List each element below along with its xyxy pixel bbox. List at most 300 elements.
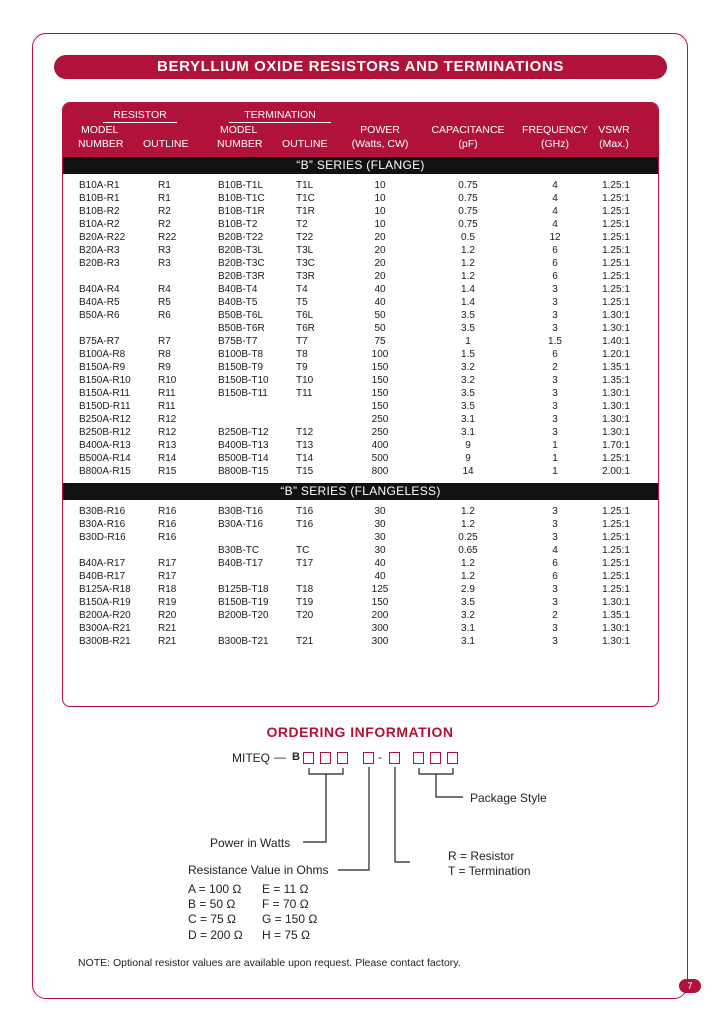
cell-resistor-model: B10A-R2	[79, 219, 120, 230]
cell-vswr: 1.25:1	[602, 245, 630, 256]
code-g: G = 150 Ω	[262, 912, 318, 926]
cell-vswr: 1.25:1	[602, 545, 630, 556]
header-resistor-outline: OUTLINE	[143, 138, 189, 150]
cell-vswr: 1.30:1	[602, 636, 630, 647]
cell-power: 10	[374, 193, 386, 204]
cell-frequency: 4	[552, 545, 558, 556]
cell-power: 30	[374, 532, 386, 543]
cell-capacitance: 3.2	[461, 375, 475, 386]
cell-power: 40	[374, 297, 386, 308]
cell-termination-outline: T16	[296, 519, 314, 530]
cell-termination-outline: T10	[296, 375, 314, 386]
code-h: H = 75 Ω	[262, 928, 310, 942]
cell-termination-outline: T9	[296, 362, 308, 373]
cell-vswr: 1.40:1	[602, 336, 630, 347]
cell-termination-outline: T3R	[296, 271, 315, 282]
cell-resistor-model: B150A-R11	[79, 388, 130, 399]
cell-termination-model: B150B-T9	[218, 362, 264, 373]
cell-resistor-model: B40A-R5	[79, 297, 120, 308]
cell-termination-outline: T20	[296, 610, 314, 621]
cell-termination-outline: T6L	[296, 310, 314, 321]
cell-power: 10	[374, 219, 386, 230]
cell-resistor-outline: R12	[158, 427, 177, 438]
cell-termination-model: B40B-T5	[218, 297, 258, 308]
cell-frequency: 3	[552, 519, 558, 530]
cell-termination-model: B100B-T8	[218, 349, 264, 360]
cell-frequency: 4	[552, 206, 558, 217]
cell-frequency: 3	[552, 584, 558, 595]
header-vswr-unit: (Max.)	[599, 138, 629, 150]
cell-capacitance: 0.75	[458, 180, 478, 191]
code-f: F = 70 Ω	[262, 897, 309, 911]
cell-frequency: 6	[552, 258, 558, 269]
cell-termination-model: B20B-T3R	[218, 271, 265, 282]
order-dash-2: -	[378, 750, 382, 764]
ordering-title: ORDERING INFORMATION	[266, 724, 454, 740]
page-title: BERYLLIUM OXIDE RESISTORS AND TERMINATIONS	[54, 55, 667, 79]
cell-termination-model: B10B-T1C	[218, 193, 265, 204]
code-e: E = 11 Ω	[262, 882, 309, 896]
cell-resistor-outline: R16	[158, 506, 177, 517]
cell-termination-model: B500B-T14	[218, 453, 269, 464]
cell-resistor-outline: R11	[158, 388, 176, 399]
header-resistor-model: MODEL	[81, 124, 119, 136]
cell-resistor-model: B40A-R4	[79, 284, 120, 295]
cell-capacitance: 0.5	[461, 232, 475, 243]
cell-resistor-model: B250B-R12	[79, 427, 131, 438]
cell-power: 10	[374, 206, 386, 217]
cell-resistor-model: B300A-R21	[79, 623, 131, 634]
cell-frequency: 3	[552, 597, 558, 608]
cell-power: 300	[371, 623, 389, 634]
cell-termination-outline: T2	[296, 219, 308, 230]
cell-resistor-outline: R16	[158, 519, 177, 530]
cell-vswr: 1.20:1	[602, 349, 630, 360]
cell-frequency: 3	[552, 427, 558, 438]
cell-termination-model: B10B-T1R	[218, 206, 265, 217]
cell-termination-model: B10B-T1L	[218, 180, 264, 191]
cell-resistor-model: B10B-R2	[79, 206, 120, 217]
cell-power: 20	[374, 258, 386, 269]
footnote: NOTE: Optional resistor values are available upon request. Please contact factory.	[78, 957, 461, 969]
cell-power: 150	[371, 597, 389, 608]
power-bracket	[309, 768, 343, 774]
cell-capacitance: 1.5	[461, 349, 475, 360]
cell-resistor-model: B400A-R13	[79, 440, 131, 451]
resistance-leader	[338, 767, 369, 870]
cell-resistor-model: B200A-R20	[79, 610, 131, 621]
cell-resistor-model: B40A-R17	[79, 558, 126, 569]
cell-capacitance: 3.5	[461, 401, 475, 412]
header-power-unit: (Watts, CW)	[351, 138, 409, 150]
resistance-label: Resistance Value in Ohms	[188, 863, 329, 877]
header-frequency: FREQUENCY	[522, 124, 588, 136]
termination-code-label: T = Termination	[448, 864, 531, 878]
cell-resistor-model: B20A-R22	[79, 232, 126, 243]
cell-frequency: 3	[552, 375, 558, 386]
cell-vswr: 2.00:1	[602, 466, 630, 477]
cell-termination-model: B150B-T10	[218, 375, 269, 386]
cell-vswr: 1.25:1	[602, 206, 630, 217]
cell-resistor-outline: R5	[158, 297, 171, 308]
cell-capacitance: 0.75	[458, 219, 478, 230]
cell-power: 40	[374, 571, 386, 582]
cell-termination-outline: T19	[296, 597, 314, 608]
cell-capacitance: 1.2	[461, 558, 475, 569]
cell-power: 50	[374, 310, 386, 321]
cell-power: 150	[371, 401, 389, 412]
cell-resistor-outline: R8	[158, 349, 171, 360]
cell-capacitance: 0.75	[458, 206, 478, 217]
cell-frequency: 3	[552, 506, 558, 517]
package-bracket	[419, 768, 453, 774]
header-frequency-unit: (GHz)	[541, 138, 569, 150]
cell-capacitance: 3.5	[461, 597, 475, 608]
cell-frequency: 4	[552, 193, 558, 204]
cell-resistor-outline: R16	[158, 532, 177, 543]
cell-capacitance: 9	[465, 440, 471, 451]
cell-frequency: 3	[552, 623, 558, 634]
cell-frequency: 12	[549, 232, 561, 243]
cell-capacitance: 3.1	[461, 427, 475, 438]
header-capacitance-unit: (pF)	[458, 138, 478, 150]
cell-frequency: 2	[552, 610, 558, 621]
cell-termination-model: B30B-T16	[218, 506, 264, 517]
cell-termination-model: B400B-T13	[218, 440, 269, 451]
cell-termination-outline: TC	[296, 545, 310, 556]
cell-termination-outline: T7	[296, 336, 308, 347]
section-title-flangeless: “B” SERIES (FLANGELESS)	[63, 483, 658, 500]
cell-termination-model: B75B-T7	[218, 336, 258, 347]
cell-frequency: 6	[552, 245, 558, 256]
cell-resistor-model: B10B-R1	[79, 193, 120, 204]
cell-power: 250	[371, 427, 389, 438]
cell-frequency: 4	[552, 219, 558, 230]
cell-resistor-outline: R21	[158, 623, 177, 634]
cell-capacitance: 1.4	[461, 284, 475, 295]
cell-vswr: 1.25:1	[602, 558, 630, 569]
cell-power: 800	[371, 466, 389, 477]
cell-frequency: 1.5	[548, 336, 562, 347]
header-power: POWER	[360, 124, 400, 136]
cell-resistor-outline: R14	[158, 453, 177, 464]
cell-resistor-model: B500A-R14	[79, 453, 131, 464]
cell-power: 10	[374, 180, 386, 191]
cell-capacitance: 14	[462, 466, 474, 477]
cell-power: 20	[374, 245, 386, 256]
cell-capacitance: 1	[465, 336, 471, 347]
cell-power: 250	[371, 414, 389, 425]
cell-frequency: 6	[552, 558, 558, 569]
cell-resistor-model: B30A-R16	[79, 519, 126, 530]
header-capacitance: CAPACITANCE	[431, 124, 505, 136]
section-title-flange: “B” SERIES (FLANGE)	[63, 157, 658, 174]
cell-resistor-outline: R1	[158, 193, 171, 204]
cell-termination-outline: T3C	[296, 258, 315, 269]
cell-termination-outline: T22	[296, 232, 314, 243]
power-label: Power in Watts	[210, 836, 291, 850]
header-vswr: VSWR	[598, 124, 630, 136]
cell-vswr: 1.30:1	[602, 427, 630, 438]
cell-power: 50	[374, 323, 386, 334]
cell-resistor-model: B250A-R12	[79, 414, 131, 425]
cell-power: 200	[371, 610, 389, 621]
cell-resistor-outline: R11	[158, 401, 176, 412]
cell-vswr: 1.25:1	[602, 284, 630, 295]
cell-frequency: 6	[552, 349, 558, 360]
cell-termination-model: B20B-T3C	[218, 258, 265, 269]
cell-capacitance: 3.2	[461, 362, 475, 373]
cell-vswr: 1.30:1	[602, 310, 630, 321]
cell-termination-model: B10B-T2	[218, 219, 258, 230]
cell-termination-outline: T4	[296, 284, 308, 295]
cell-frequency: 1	[552, 466, 558, 477]
cell-vswr: 1.25:1	[602, 571, 630, 582]
cell-resistor-model: B150D-R11	[79, 401, 131, 412]
cell-termination-outline: T15	[296, 466, 314, 477]
cell-resistor-outline: R13	[158, 440, 177, 451]
cell-frequency: 3	[552, 401, 558, 412]
cell-frequency: 3	[552, 310, 558, 321]
cell-resistor-model: B50A-R6	[79, 310, 120, 321]
cell-termination-outline: T1C	[296, 193, 315, 204]
cell-power: 150	[371, 362, 389, 373]
code-b: B = 50 Ω	[188, 897, 236, 911]
page-number: 7	[679, 979, 701, 993]
cell-resistor-model: B75A-R7	[79, 336, 120, 347]
cell-resistor-model: B40B-R17	[79, 571, 126, 582]
cell-termination-outline: T21	[296, 636, 314, 647]
cell-frequency: 1	[552, 440, 558, 451]
cell-capacitance: 3.1	[461, 414, 475, 425]
cell-frequency: 4	[552, 180, 558, 191]
code-a: A = 100 Ω	[188, 882, 242, 896]
cell-frequency: 3	[552, 532, 558, 543]
cell-resistor-model: B150A-R9	[79, 362, 126, 373]
cell-resistor-outline: R3	[158, 258, 171, 269]
cell-frequency: 3	[552, 284, 558, 295]
cell-vswr: 1.35:1	[602, 375, 630, 386]
order-prefix: MITEQ	[232, 751, 270, 765]
cell-vswr: 1.25:1	[602, 506, 630, 517]
cell-resistor-outline: R10	[158, 375, 177, 386]
cell-power: 400	[371, 440, 389, 451]
power-leader	[303, 774, 326, 842]
cell-termination-outline: T1R	[296, 206, 315, 217]
header-termination-group: TERMINATION	[229, 108, 331, 123]
cell-vswr: 1.25:1	[602, 271, 630, 282]
cell-capacitance: 3.1	[461, 623, 475, 634]
cell-termination-model: B250B-T12	[218, 427, 269, 438]
cell-resistor-model: B30B-R16	[79, 506, 126, 517]
cell-termination-model: B30B-TC	[218, 545, 260, 556]
cell-resistor-model: B800A-R15	[79, 466, 131, 477]
cell-vswr: 1.70:1	[602, 440, 630, 451]
cell-termination-model: B125B-T18	[218, 584, 269, 595]
cell-vswr: 1.25:1	[602, 584, 630, 595]
cell-resistor-model: B20B-R3	[79, 258, 120, 269]
cell-power: 20	[374, 271, 386, 282]
cell-termination-model: B800B-T15	[218, 466, 269, 477]
cell-vswr: 1.25:1	[602, 519, 630, 530]
cell-termination-outline: T13	[296, 440, 314, 451]
cell-vswr: 1.35:1	[602, 610, 630, 621]
cell-frequency: 1	[552, 453, 558, 464]
cell-termination-outline: T14	[296, 453, 314, 464]
cell-resistor-model: B150A-R10	[79, 375, 131, 386]
cell-termination-outline: T18	[296, 584, 314, 595]
cell-resistor-model: B150A-R19	[79, 597, 131, 608]
header-termination-number: NUMBER	[217, 138, 263, 150]
code-c: C = 75 Ω	[188, 912, 236, 926]
cell-power: 30	[374, 506, 386, 517]
cell-resistor-outline: R20	[158, 610, 177, 621]
cell-capacitance: 3.2	[461, 610, 475, 621]
cell-resistor-outline: R7	[158, 336, 171, 347]
cell-resistor-outline: R4	[158, 284, 171, 295]
resistor-code-label: R = Resistor	[448, 849, 515, 863]
cell-resistor-outline: R9	[158, 362, 171, 373]
cell-resistor-outline: R19	[158, 597, 177, 608]
cell-resistor-model: B100A-R8	[79, 349, 126, 360]
order-series-letter: B	[292, 751, 300, 763]
header-resistor-group: RESISTOR	[103, 108, 177, 123]
cell-capacitance: 1.2	[461, 271, 475, 282]
cell-vswr: 1.25:1	[602, 297, 630, 308]
cell-power: 150	[371, 375, 389, 386]
package-leader	[436, 774, 463, 797]
cell-capacitance: 2.9	[461, 584, 475, 595]
cell-power: 500	[371, 453, 389, 464]
cell-power: 150	[371, 388, 389, 399]
cell-termination-model: B50B-T6L	[218, 310, 264, 321]
cell-termination-model: B150B-T11	[218, 388, 268, 399]
cell-resistor-outline: R1	[158, 180, 171, 191]
cell-power: 40	[374, 558, 386, 569]
cell-capacitance: 0.75	[458, 193, 478, 204]
cell-capacitance: 0.65	[458, 545, 478, 556]
cell-capacitance: 1.2	[461, 571, 475, 582]
cell-termination-model: B50B-T6R	[218, 323, 265, 334]
cell-power: 75	[374, 336, 386, 347]
cell-resistor-outline: R15	[158, 466, 177, 477]
cell-capacitance: 1.2	[461, 245, 475, 256]
cell-vswr: 1.30:1	[602, 388, 630, 399]
cell-vswr: 1.25:1	[602, 219, 630, 230]
cell-termination-outline: T16	[296, 506, 314, 517]
cell-resistor-outline: R17	[158, 558, 177, 569]
cell-vswr: 1.35:1	[602, 362, 630, 373]
cell-frequency: 3	[552, 297, 558, 308]
cell-vswr: 1.25:1	[602, 180, 630, 191]
cell-vswr: 1.25:1	[602, 532, 630, 543]
cell-termination-model: B20B-T3L	[218, 245, 264, 256]
order-dash: —	[274, 750, 286, 764]
cell-termination-outline: T12	[296, 427, 314, 438]
header-resistor-number: NUMBER	[78, 138, 124, 150]
package-style-label: Package Style	[470, 791, 547, 805]
header-termination-outline: OUTLINE	[282, 138, 328, 150]
cell-capacitance: 1.2	[461, 258, 475, 269]
cell-resistor-outline: R12	[158, 414, 177, 425]
cell-resistor-model: B300B-R21	[79, 636, 131, 647]
cell-capacitance: 1.2	[461, 519, 475, 530]
cell-resistor-outline: R22	[158, 232, 177, 243]
cell-frequency: 6	[552, 571, 558, 582]
cell-vswr: 1.30:1	[602, 623, 630, 634]
cell-termination-model: B20B-T22	[218, 232, 264, 243]
cell-resistor-model: B125A-R18	[79, 584, 131, 595]
cell-termination-outline: T17	[296, 558, 314, 569]
cell-frequency: 3	[552, 414, 558, 425]
cell-capacitance: 0.25	[458, 532, 478, 543]
cell-resistor-outline: R18	[158, 584, 177, 595]
cell-vswr: 1.25:1	[602, 193, 630, 204]
cell-capacitance: 1.2	[461, 506, 475, 517]
cell-resistor-outline: R21	[158, 636, 177, 647]
cell-resistor-model: B20A-R3	[79, 245, 120, 256]
cell-frequency: 6	[552, 271, 558, 282]
cell-vswr: 1.30:1	[602, 597, 630, 608]
cell-capacitance: 3.5	[461, 323, 475, 334]
cell-vswr: 1.30:1	[602, 323, 630, 334]
cell-resistor-outline: R2	[158, 206, 171, 217]
cell-frequency: 3	[552, 323, 558, 334]
cell-capacitance: 9	[465, 453, 471, 464]
cell-power: 20	[374, 232, 386, 243]
cell-resistor-model: B10A-R1	[79, 180, 120, 191]
cell-resistor-outline: R3	[158, 245, 171, 256]
cell-power: 40	[374, 284, 386, 295]
cell-frequency: 3	[552, 388, 558, 399]
cell-termination-model: B300B-T21	[218, 636, 269, 647]
cell-capacitance: 3.1	[461, 636, 475, 647]
cell-termination-outline: T1L	[296, 180, 314, 191]
cell-frequency: 2	[552, 362, 558, 373]
cell-termination-outline: T8	[296, 349, 308, 360]
cell-power: 125	[371, 584, 389, 595]
cell-power: 30	[374, 519, 386, 530]
cell-resistor-outline: R2	[158, 219, 171, 230]
cell-resistor-model: B30D-R16	[79, 532, 126, 543]
cell-termination-model: B200B-T20	[218, 610, 269, 621]
cell-vswr: 1.25:1	[602, 232, 630, 243]
cell-resistor-outline: R17	[158, 571, 177, 582]
cell-vswr: 1.30:1	[602, 401, 630, 412]
cell-termination-model: B40B-T17	[218, 558, 264, 569]
cell-vswr: 1.30:1	[602, 414, 630, 425]
cell-termination-outline: T3L	[296, 245, 314, 256]
cell-termination-model: B40B-T4	[218, 284, 258, 295]
cell-frequency: 3	[552, 636, 558, 647]
cell-termination-outline: T6R	[296, 323, 315, 334]
cell-termination-outline: T5	[296, 297, 308, 308]
cell-vswr: 1.25:1	[602, 453, 630, 464]
cell-vswr: 1.25:1	[602, 258, 630, 269]
cell-termination-model: B150B-T19	[218, 597, 269, 608]
header-termination-model: MODEL	[220, 124, 258, 136]
code-d: D = 200 Ω	[188, 928, 243, 942]
cell-power: 100	[371, 349, 389, 360]
cell-termination-model: B30A-T16	[218, 519, 264, 530]
cell-power: 300	[371, 636, 389, 647]
cell-capacitance: 1.4	[461, 297, 475, 308]
cell-capacitance: 3.5	[461, 310, 475, 321]
cell-termination-outline: T11	[296, 388, 313, 399]
cell-resistor-outline: R6	[158, 310, 171, 321]
type-leader	[395, 767, 410, 862]
cell-power: 30	[374, 545, 386, 556]
